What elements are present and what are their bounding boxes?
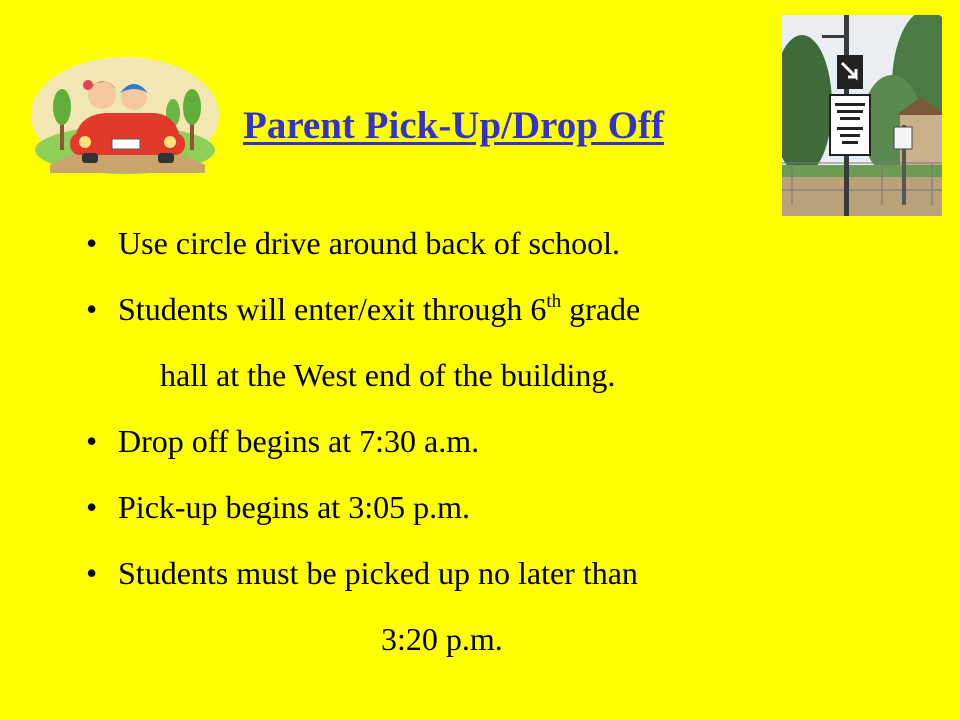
list-item-continuation — [78, 346, 878, 412]
list-item-text: Use circle drive around back of school. — [118, 225, 621, 261]
list-item-continuation — [78, 610, 878, 676]
bullet-symbol: • — [86, 225, 98, 261]
slide-title: Parent Pick-Up/Drop Off — [243, 104, 665, 147]
list-item-text — [118, 280, 640, 338]
bullet-symbol: • — [86, 489, 98, 525]
list-item — [78, 412, 878, 478]
list-item — [78, 544, 878, 610]
drop-off-sign-photo-image — [782, 15, 942, 216]
bullet-symbol: • — [86, 555, 98, 591]
kids-car-clipart-image — [30, 55, 220, 175]
list-item-text-part: grade — [561, 291, 641, 327]
list-item-text: Drop off begins at 7:30 a.m. — [118, 423, 480, 459]
list-item — [78, 478, 878, 544]
list-item-text: 3:20 p.m. — [381, 621, 503, 657]
superscript-th: th — [546, 291, 562, 312]
bullet-symbol: • — [86, 291, 98, 327]
bullet-list — [78, 214, 878, 676]
list-item-text-part: Students will enter/exit through 6 — [118, 291, 547, 327]
bullet-symbol: • — [86, 423, 98, 459]
list-item — [78, 214, 878, 280]
list-item-text: Students must be picked up no later than — [118, 555, 638, 591]
list-item — [78, 280, 878, 346]
list-item-text: hall at the West end of the building. — [160, 357, 616, 393]
list-item-text: Pick-up begins at 3:05 p.m. — [118, 489, 470, 525]
